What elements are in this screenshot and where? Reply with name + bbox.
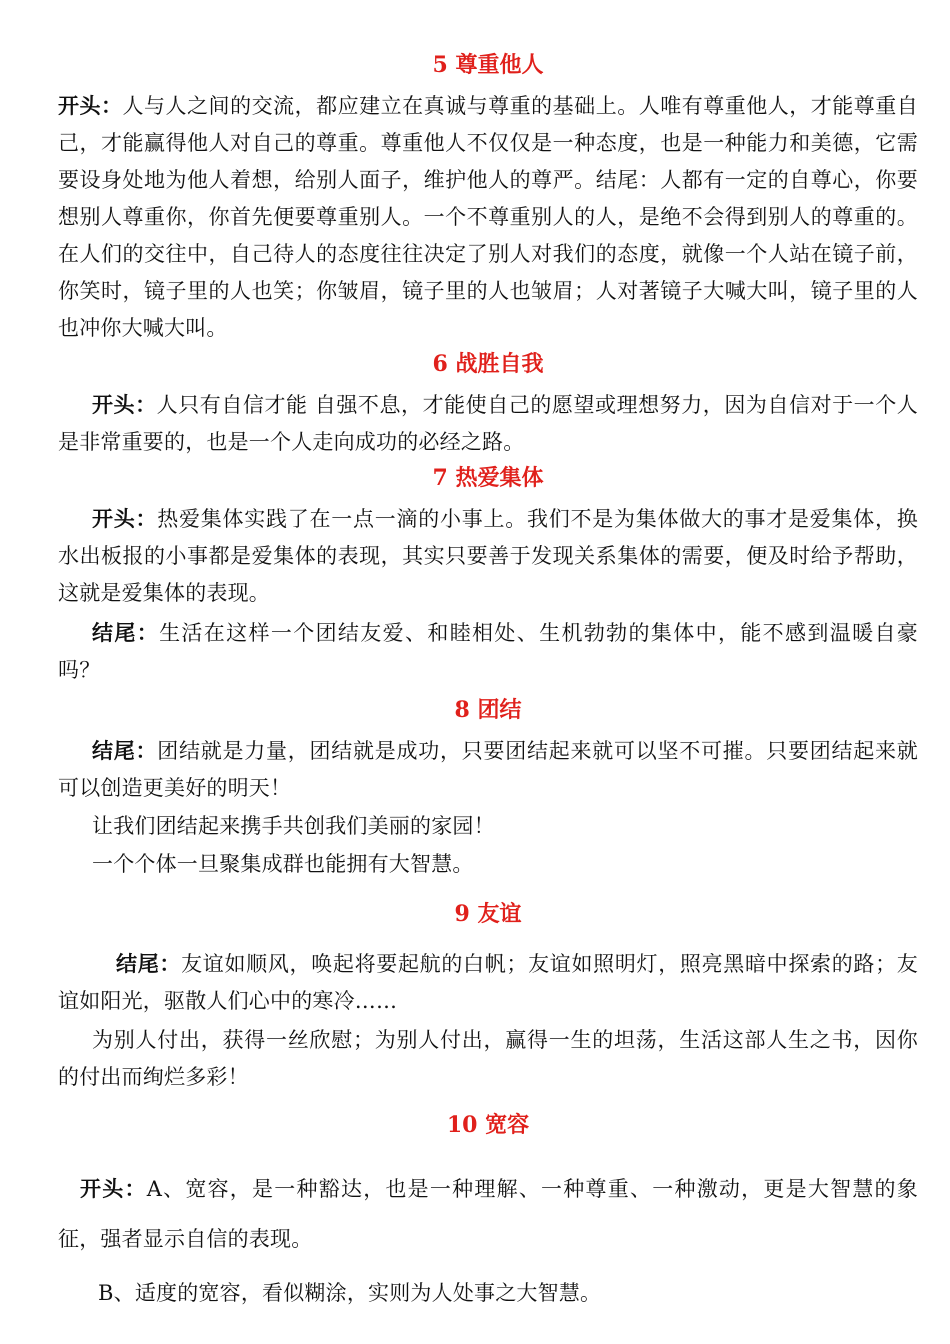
paragraph-collective-ending [58,614,918,689]
paragraph-text: 人与人之间的交流，都应建立在真诚与尊重的基础上。人唯有尊重他人，才能尊重自己，才能赢得他人对自己的尊重。尊重他人不仅仅是一种态度，也是一种能力和美德，它需要设身处地为他人着想，给别人面子，维护他人的尊严。结尾：人都有一定的自尊心，你要想别人尊重你，你首先便要尊重别人。一个不尊重别人的人，是绝不会得到别人的尊重的。在人们的交往中，自己待人的态度往往决定了别人对我们的态度，就像一个人站在镜子前，你笑时，镜子里的人也笑；你皱眉，镜子里的人也皱眉；人对著镜子大喊大叫，镜子里的人也冲你大喊大叫。 [58,94,918,340]
section-title-friendship: 9 友谊 [454,901,522,927]
paragraph-tolerance-opening [58,1164,918,1264]
section-title-overcome-self: 6 战胜自我 [432,351,544,377]
paragraph-text: 热爱集体实践了在一点一滴的小事上。我们不是为集体做大的事才是爱集体，换水出板报的小事都是爱集体的表现，其实只要善于发现关系集体的需要，便及时给予帮助，这就是爱集体的表现。 [58,507,918,605]
section-title-unity: 8 团结 [454,697,522,723]
lead-label: 结尾： [92,620,160,645]
paragraph-unity-ending [58,732,918,807]
paragraph-respect-opening [58,87,918,347]
section-title-love-collective: 7 热爱集体 [432,465,544,491]
paragraph-collective-opening [58,500,918,612]
document-page [58,50,918,1316]
paragraph-unity-line [58,808,918,845]
paragraph-text: B、适度的宽容，看似糊涂，实则为人处事之大智慧。 [98,1281,602,1305]
paragraph-friendship-ending [58,945,918,1020]
paragraph-overcome-opening [58,386,918,461]
paragraph-text: 生活在这样一个团结友爱、和睦相处、生机勃勃的集体中，能不感到温暖自豪吗？ [58,621,919,682]
paragraph-unity-line [58,846,918,883]
lead-label: 结尾： [116,951,182,976]
paragraph-text: 团结就是力量，团结就是成功，只要团结起来就可以坚不可摧。只要团结起来就可以创造更美好的明天！ [58,739,918,800]
paragraph-text: 人只有自信才能 自强不息，才能使自己的愿望或理想努力，因为自信对于一个人是非常重要的，也是一个人走向成功的必经之路。 [58,393,918,454]
paragraph-tolerance-b [58,1270,918,1316]
lead-label: 开头： [92,506,158,531]
lead-label: 开头： [58,93,123,118]
paragraph-text: A、宽容，是一种豁达，也是一种理解、一种尊重、一种激动，更是大智慧的象征，强者显示自信的表现。 [58,1177,918,1251]
lead-label: 结尾： [92,738,158,763]
paragraph-text: 让我们团结起来携手共创我们美丽的家园！ [92,814,495,838]
lead-label: 开头： [80,1176,147,1201]
lead-label: 开头： [92,392,157,417]
paragraph-friendship-line [58,1022,918,1096]
paragraph-text: 一个个体一旦聚集成群也能拥有大智慧。 [92,852,474,876]
section-title-tolerance: 10 宽容 [446,1112,530,1138]
paragraph-text: 友谊如顺风，唤起将要起航的白帆；友谊如照明灯，照亮黑暗中探索的路；友谊如阳光，驱散人们心中的寒冷…… [58,952,919,1013]
paragraph-text: 为别人付出，获得一丝欣慰；为别人付出，赢得一生的坦荡，生活这部人生之书，因你的付出而绚烂多彩！ [58,1028,918,1089]
section-title-respect: 5 尊重他人 [432,52,544,78]
